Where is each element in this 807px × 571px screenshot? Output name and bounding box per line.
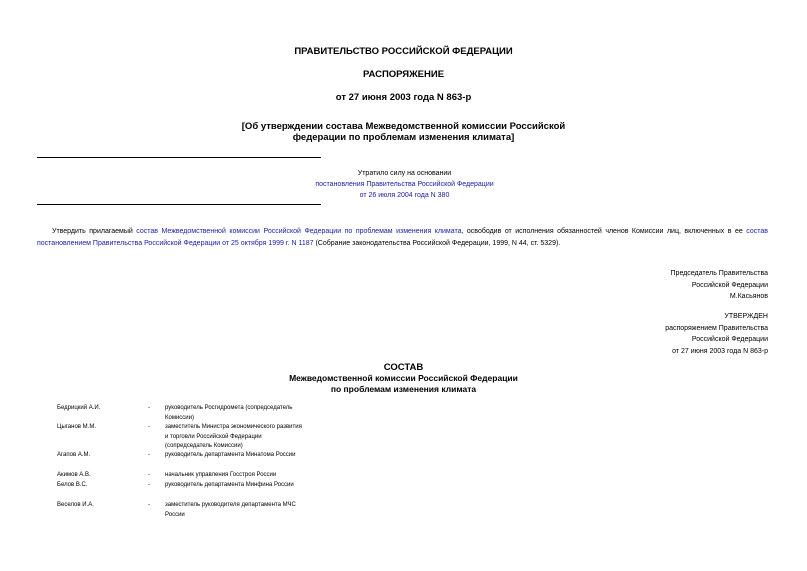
- member-dash: -: [148, 482, 150, 488]
- approved-block: [500, 311, 768, 357]
- member-role: начальник управления Госстроя России: [165, 472, 277, 478]
- composition-link[interactable]: состав Межведомственной комиссии Российской Федерации по проблемам изменения климата: [136, 228, 462, 235]
- approved-label: УТВЕРЖДЕН: [724, 313, 768, 320]
- member-role: заместитель руководителя департамента МЧС России: [165, 502, 296, 518]
- member-role: руководитель департамента Минфина России: [165, 482, 294, 488]
- resolution-1187-link[interactable]: состав постановлением Правительства Российской Федерации от 25 октября 1999 г. N 1187: [37, 228, 768, 247]
- signature-position: Председатель Правительства: [670, 270, 768, 277]
- government-heading: ПРАВИТЕЛЬСТВО РОССИЙСКОЙ ФЕДЕРАЦИИ: [294, 46, 513, 57]
- signature-block: [500, 268, 768, 303]
- status-link-date[interactable]: от 26 июля 2004 года N 380: [359, 192, 450, 199]
- divider-top: [37, 157, 321, 158]
- member-name: Бедрицкий А.И.: [57, 405, 101, 411]
- document-date-number: от 27 июня 2003 года N 863-р: [335, 92, 472, 103]
- member-dash: -: [148, 405, 150, 411]
- member-name: Акимов А.В.: [57, 472, 91, 478]
- document-title: [0, 121, 807, 143]
- member-name: Веселов И.А.: [57, 502, 94, 508]
- approved-date: от 27 июня 2003 года N 863-р: [672, 347, 768, 355]
- document-type: РАСПОРЯЖЕНИЕ: [362, 69, 445, 80]
- member-dash: -: [148, 502, 150, 508]
- member-name: Агапов А.М.: [57, 452, 91, 458]
- order-text-start: Утвердить прилагаемый: [52, 228, 137, 235]
- status-link-decree[interactable]: постановления Правительства Российской Федерации: [315, 181, 494, 188]
- member-role: руководитель департамента Минатома России: [165, 452, 296, 458]
- order-text-end: (Собрание законодательства Российской Федерации, 1999, N 44, ст. 5329).: [313, 240, 561, 247]
- signature-name: М.Касьянов: [729, 293, 768, 301]
- member-name: Белов В.С.: [57, 482, 88, 488]
- document-title-line1: [Об утверждении состава Межведомственной комиссии Российской: [241, 121, 566, 132]
- approved-by: распоряжением Правительства: [665, 324, 768, 332]
- member-role: заместитель Министра экономического развития и торговли Российской Федерации (сопредседатель Комиссии): [165, 424, 302, 449]
- composition-subtitle-1: Межведомственной комиссии Российской Федерации: [289, 373, 518, 383]
- member-role: руководитель Росгидромета (сопредседатель Комиссии): [165, 405, 293, 421]
- document-title-line2: федерации по проблемам изменения климата]: [292, 132, 515, 143]
- status-line: Утратило силу на основании: [357, 170, 452, 177]
- composition-title: СОСТАВ: [383, 362, 424, 373]
- signature-country: Российской Федерации: [691, 281, 768, 289]
- composition-subtitle-2: по проблемам изменения климата: [330, 384, 477, 394]
- status-note: [307, 168, 502, 201]
- member-name: Цыганов М.М.: [57, 424, 96, 430]
- divider-bottom: [37, 204, 321, 205]
- approved-country: Российской Федерации: [691, 336, 768, 344]
- member-dash: -: [148, 472, 150, 478]
- order-text-mid: , освободив от исполнения обязанностей членов Комиссии лиц, включенных в ее: [461, 228, 747, 235]
- order-paragraph: [37, 226, 768, 250]
- member-dash: -: [148, 424, 150, 430]
- member-dash: -: [148, 452, 150, 458]
